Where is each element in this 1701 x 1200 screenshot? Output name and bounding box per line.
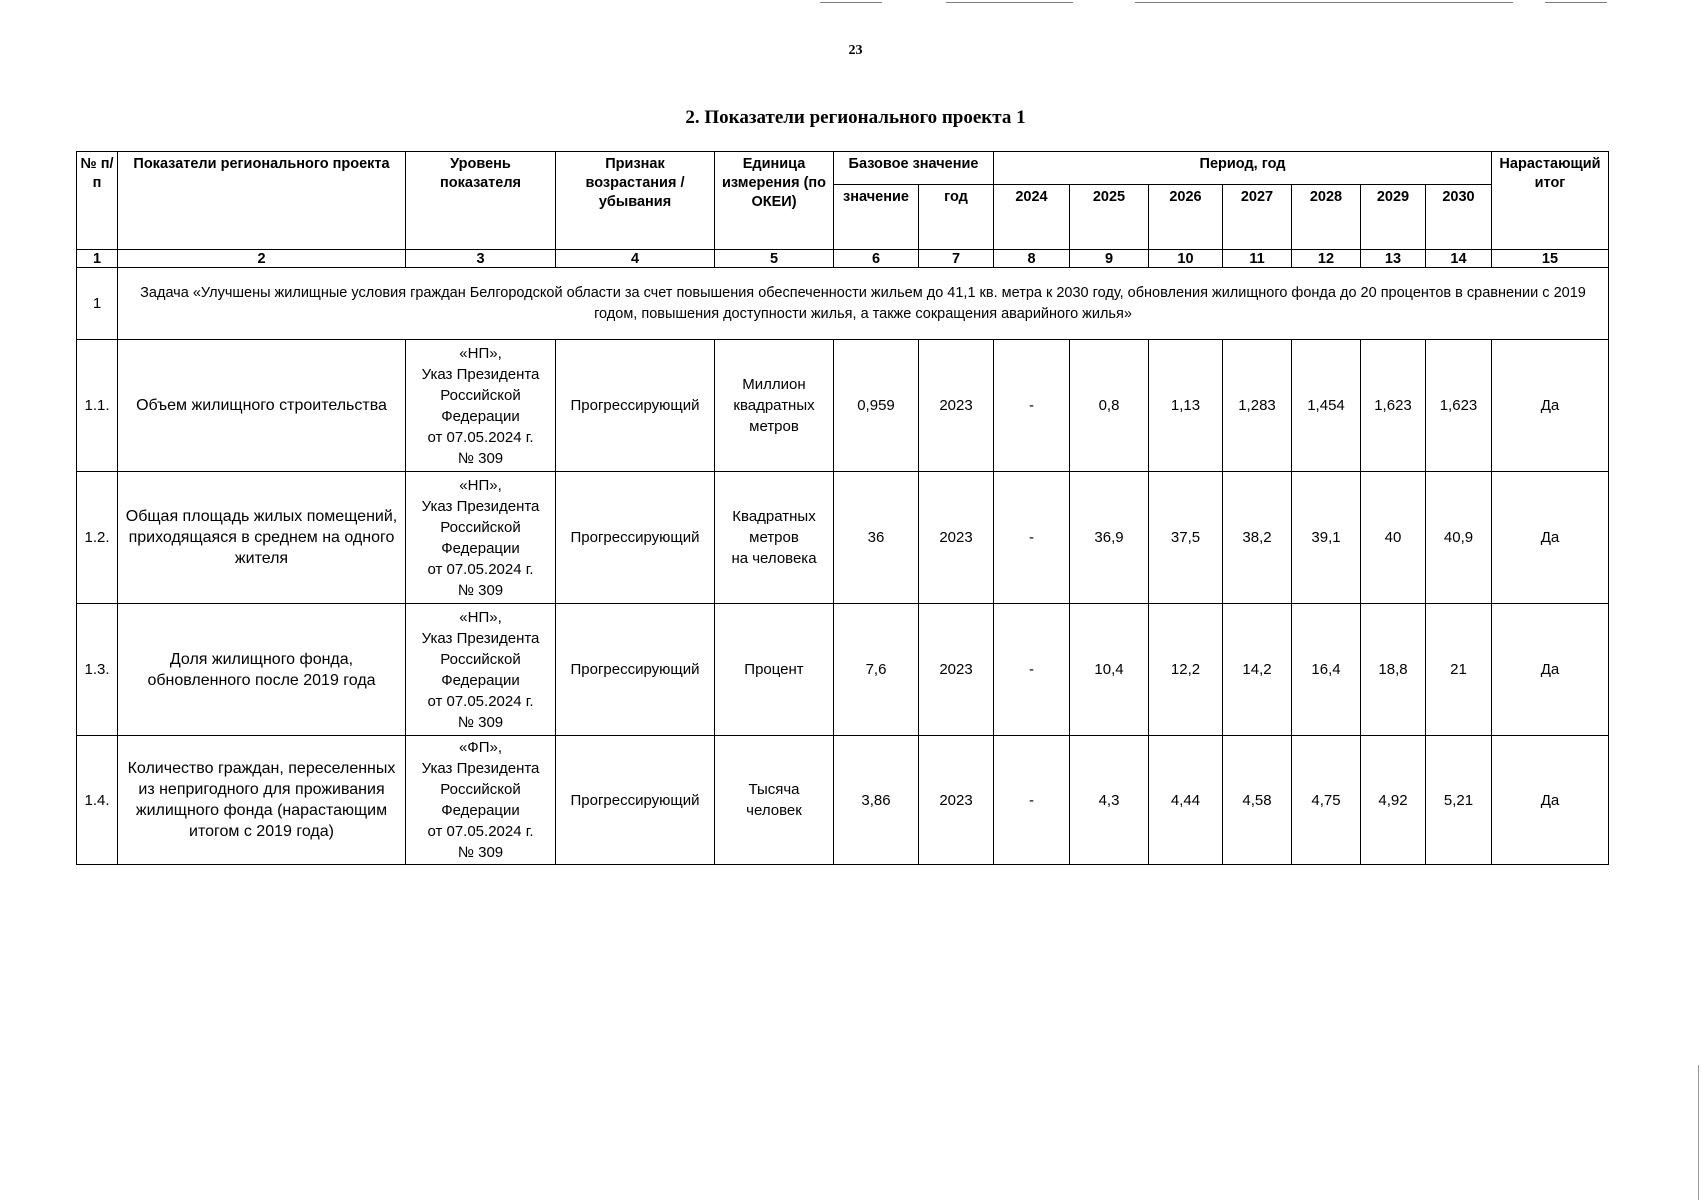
year-value-cell: 4,58 [1223, 736, 1292, 865]
indicator-level-line: от 07.05.2024 г. [427, 823, 534, 840]
table-body [77, 250, 1609, 865]
column-number: 13 [1361, 250, 1426, 268]
column-number: 11 [1223, 250, 1292, 268]
indicator-level [406, 736, 556, 865]
trend-cell: Прогрессирующий [556, 472, 715, 604]
column-number: 4 [556, 250, 715, 268]
scan-artifact [1135, 2, 1513, 3]
trend-cell: Прогрессирующий [556, 736, 715, 865]
year-value-cell: - [994, 736, 1070, 865]
header-base-value: значение [834, 185, 919, 250]
year-value-cell: 14,2 [1223, 604, 1292, 736]
year-value-cell: 38,2 [1223, 472, 1292, 604]
scan-artifact [820, 2, 882, 3]
cumulative-cell: Да [1492, 604, 1609, 736]
year-value-cell: 40 [1361, 472, 1426, 604]
indicator-level-line: от 07.05.2024 г. [427, 692, 534, 710]
indicator-name: Количество граждан, переселенных из непригодного для проживания жилищного фонда (нарастающим итогом с 2019 года) [118, 736, 406, 865]
task-text: Задача «Улучшены жилищные условия граждан Белгородской области за счет повышения обеспеченности жильем до 41,1 кв. метра к 2030 году, обновления жилищного фонда до 20 процентов в сравнении с 2019 годом, повышения доступности жилья, а также сокращения аварийного жилья» [118, 268, 1609, 340]
row-number: 1.4. [77, 736, 118, 865]
indicator-name: Общая площадь жилых помещений, приходящаяся в среднем на одного жителя [118, 472, 406, 604]
base-year-cell: 2023 [919, 472, 994, 604]
page-title: 2. Показатели регионального проекта 1 [685, 107, 1026, 128]
header-level: Уровень показателя [406, 152, 556, 250]
scan-artifact [1698, 1065, 1699, 1200]
column-number: 10 [1149, 250, 1223, 268]
base-year-cell: 2023 [919, 340, 994, 472]
base-year-cell: 2023 [919, 736, 994, 865]
year-value-cell: 1,623 [1361, 340, 1426, 472]
header-year: 2028 [1292, 185, 1361, 250]
page-number: 23 [848, 43, 863, 58]
unit-cell-line: Тысяча [748, 781, 800, 798]
unit-cell-line: Миллион [742, 376, 806, 393]
year-value-cell: - [994, 340, 1070, 472]
indicator-level-line: Российской [440, 781, 521, 798]
table-row [77, 472, 1609, 604]
scan-artifact [946, 2, 1073, 3]
column-number: 15 [1492, 250, 1609, 268]
indicator-name: Доля жилищного фонда, обновленного после 2019 года [118, 604, 406, 736]
indicator-level-line: № 309 [457, 581, 504, 599]
year-value-cell: 16,4 [1292, 604, 1361, 736]
task-number: 1 [77, 268, 118, 340]
unit-cell-line: человек [746, 802, 802, 819]
header-base-year: год [919, 185, 994, 250]
column-number: 5 [715, 250, 834, 268]
column-number: 14 [1426, 250, 1492, 268]
indicator-level-line: Российской [440, 386, 521, 404]
year-value-cell: 37,5 [1149, 472, 1223, 604]
year-value-cell: 4,44 [1149, 736, 1223, 865]
year-value-cell: - [994, 472, 1070, 604]
indicator-level-line: № 309 [457, 449, 504, 467]
scan-artifact [1545, 2, 1607, 3]
header-indicator: Показатели регионального проекта [118, 152, 406, 250]
cumulative-cell: Да [1492, 472, 1609, 604]
base-value-cell: 7,6 [834, 604, 919, 736]
indicator-level [406, 604, 556, 736]
year-value-cell: 0,8 [1070, 340, 1149, 472]
column-number: 1 [77, 250, 118, 268]
header-year: 2029 [1361, 185, 1426, 250]
indicator-level-line: Федерации [441, 802, 520, 819]
unit-cell [715, 736, 834, 865]
indicator-level-line: Российской [440, 650, 521, 668]
column-number: 3 [406, 250, 556, 268]
header-base: Базовое значение [834, 152, 994, 185]
base-year-cell: 2023 [919, 604, 994, 736]
column-number-row [77, 250, 1609, 268]
year-value-cell: 4,3 [1070, 736, 1149, 865]
table-row [77, 340, 1609, 472]
indicator-name: Объем жилищного строительства [118, 340, 406, 472]
base-value-cell: 36 [834, 472, 919, 604]
header-num: № п/п [77, 152, 118, 250]
unit-cell-line: метров [749, 529, 799, 546]
indicator-level-line: Федерации [441, 407, 520, 425]
year-value-cell: 40,9 [1426, 472, 1492, 604]
header-trend: Признак возрастания / убывания [556, 152, 715, 250]
year-value-cell: 5,21 [1426, 736, 1492, 865]
year-value-cell: 1,283 [1223, 340, 1292, 472]
task-row [77, 268, 1609, 340]
indicator-level-line: Федерации [441, 671, 520, 689]
cumulative-cell: Да [1492, 736, 1609, 865]
indicator-level-line: «ФП», [458, 739, 503, 756]
trend-cell: Прогрессирующий [556, 604, 715, 736]
year-value-cell: 39,1 [1292, 472, 1361, 604]
trend-cell: Прогрессирующий [556, 340, 715, 472]
unit-cell [715, 604, 834, 736]
unit-cell-line: квадратных [733, 397, 815, 414]
year-value-cell: 12,2 [1149, 604, 1223, 736]
table-header [77, 152, 1609, 250]
unit-cell [715, 472, 834, 604]
column-number: 2 [118, 250, 406, 268]
indicator-level-line: Указ Президента [421, 497, 540, 515]
year-value-cell: 18,8 [1361, 604, 1426, 736]
indicator-level-line: Федерации [441, 539, 520, 557]
unit-cell [715, 340, 834, 472]
indicator-level-line: № 309 [457, 844, 504, 861]
table-row [77, 604, 1609, 736]
header-cumulative: Нарастающий итог [1492, 152, 1609, 250]
indicator-level-line: «НП», [459, 476, 502, 494]
year-value-cell: 21 [1426, 604, 1492, 736]
header-year: 2024 [994, 185, 1070, 250]
year-value-cell: 1,454 [1292, 340, 1361, 472]
row-number: 1.2. [77, 472, 118, 604]
indicator-level-line: Российской [440, 518, 521, 536]
column-number: 12 [1292, 250, 1361, 268]
cumulative-cell: Да [1492, 340, 1609, 472]
unit-cell-line: метров [749, 418, 799, 435]
indicator-level-line: «НП», [459, 608, 502, 626]
year-value-cell: 1,13 [1149, 340, 1223, 472]
column-number: 8 [994, 250, 1070, 268]
unit-cell-line: Квадратных [732, 508, 816, 525]
header-unit: Единица измерения (по ОКЕИ) [715, 152, 834, 250]
table-row [77, 736, 1609, 865]
indicator-level-line: «НП», [459, 344, 502, 362]
indicator-level [406, 472, 556, 604]
indicator-level-line: № 309 [457, 713, 504, 731]
year-value-cell: 4,75 [1292, 736, 1361, 865]
indicator-level [406, 340, 556, 472]
header-year: 2030 [1426, 185, 1492, 250]
year-value-cell: 1,623 [1426, 340, 1492, 472]
unit-cell-line: на человека [731, 550, 817, 567]
row-number: 1.1. [77, 340, 118, 472]
year-value-cell: 10,4 [1070, 604, 1149, 736]
indicator-level-line: Указ Президента [421, 365, 540, 383]
header-year: 2025 [1070, 185, 1149, 250]
year-value-cell: 36,9 [1070, 472, 1149, 604]
indicator-level-line: от 07.05.2024 г. [427, 560, 534, 578]
indicator-level-line: Указ Президента [421, 629, 540, 647]
header-year: 2026 [1149, 185, 1223, 250]
unit-cell-line: Процент [744, 661, 804, 678]
column-number: 6 [834, 250, 919, 268]
base-value-cell: 0,959 [834, 340, 919, 472]
header-period: Период, год [994, 152, 1492, 185]
year-value-cell: 4,92 [1361, 736, 1426, 865]
column-number: 7 [919, 250, 994, 268]
row-number: 1.3. [77, 604, 118, 736]
indicators-table [76, 151, 1609, 865]
indicator-level-line: Указ Президента [421, 760, 540, 777]
year-value-cell: - [994, 604, 1070, 736]
header-year: 2027 [1223, 185, 1292, 250]
base-value-cell: 3,86 [834, 736, 919, 865]
column-number: 9 [1070, 250, 1149, 268]
indicator-level-line: от 07.05.2024 г. [427, 428, 534, 446]
